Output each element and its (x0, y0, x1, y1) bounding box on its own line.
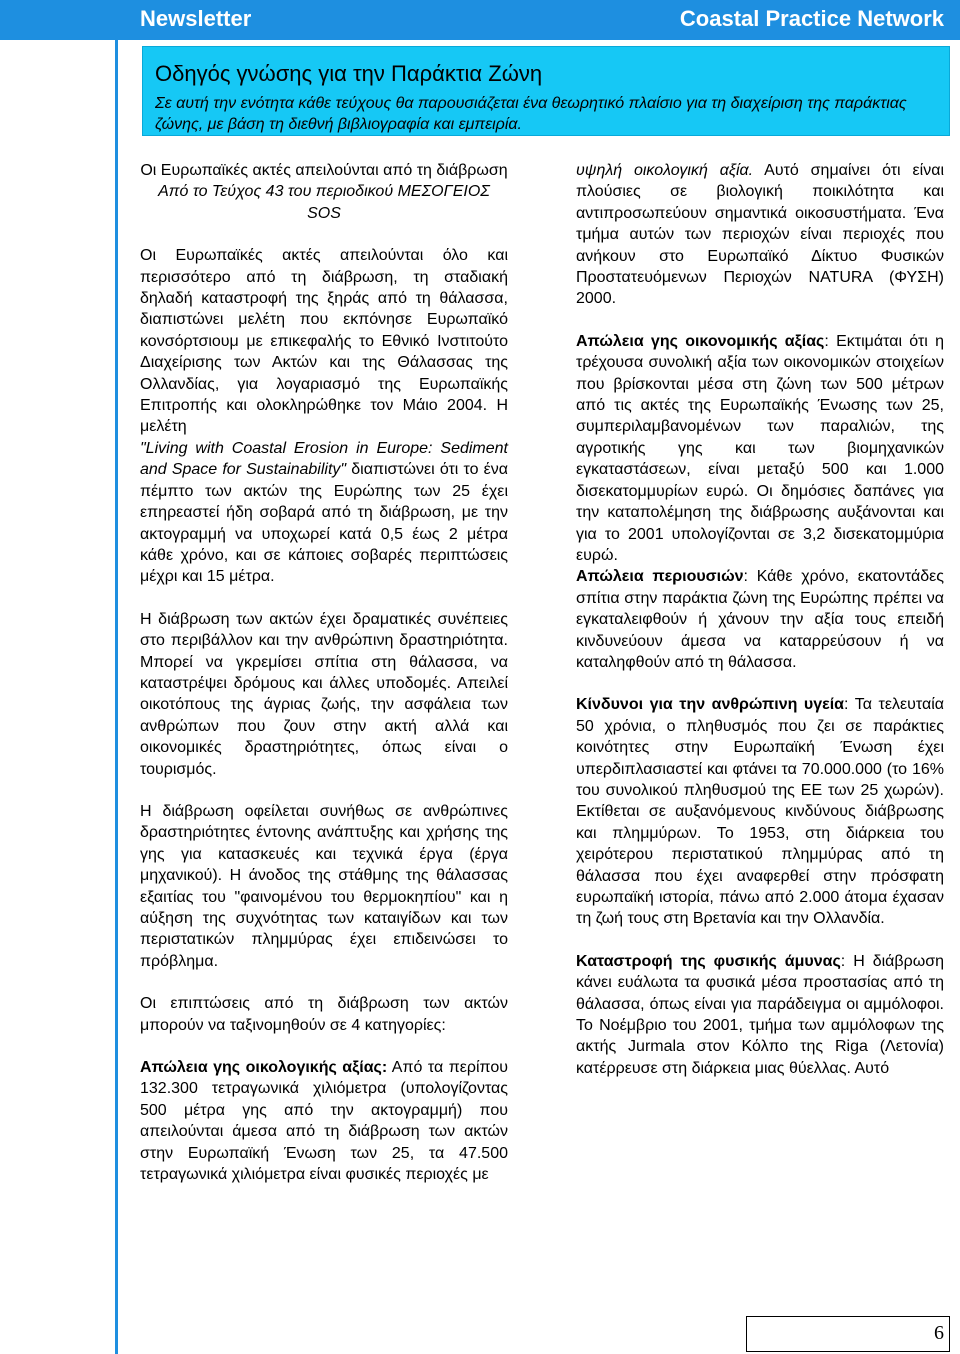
paragraph (140, 245, 508, 588)
network-label: Coastal Practice Network (679, 6, 944, 31)
category-text: : Τα τελευταία 50 χρόνια, ο πληθυσμός που ζει σε παράκτιες κοινότητες στην Ευρωπαϊκή Ένωση έχει υπερδιπλασιαστεί και φτάνει τα 70.000.000 (το 16% του συνολικού πληθυσμού της ΕΕ των 25 χωρών). Εκτίθεται σε αυξανόμενους κινδύνους διάβρωσης και πλημμύρων. Το 1953, στη διάρκεια του χειρότερου περιστατικού πλημμύρας από τη θάλασσα που έχει αναφερθεί στην πρόσφατη ευρωπαϊκή ιστορία, πάνω από 2.000 άτομα έχασαν τη ζωή τους στη Βρετανία και την Ολλανδία. (576, 696, 945, 928)
p1-text-b: διαπιστώνει ότι το ένα πέμπτο των ακτών της Ευρώπης των 25 έχει επηρεαστεί ήδη σοβαρά από τη διάβρωση, με την ακτογραμμή να υποχωρεί κατά 0,5 έως 2 μέτρα κάθε χρόνο, και σε κάποιες σοβαρές περιπτώσεις μέχρι και 15 μέτρα. (140, 461, 509, 586)
page-box (746, 1316, 950, 1352)
paragraph: Η διάβρωση των ακτών έχει δραματικές συνέπειες στο περιβάλλον και την ανθρώπινη δραστηριότητα. Μπορεί να γκρεμίσει σπίτια στη θάλασσα, να καταστρέψει δρόμους και άλλες υποδομές. Απειλεί οικοτόπους της άγριας ζωής, την ασφάλεια των ανθρώπων που ζουν στην ακτή αλλά και οικονομικές δραστηριότητες, όπως είναι ο τουρισμός. (140, 610, 508, 778)
paragraph (576, 331, 944, 566)
category-label: Κίνδυνοι για την ανθρώπινη υγεία (576, 696, 845, 714)
article-source: Από το Τεύχος 43 του περιοδικού ΜΕΣΟΓΕΙΟΣ SOS (158, 183, 490, 222)
paragraph: Η διάβρωση οφείλεται συνήθως σε ανθρώπινες δραστηριότητες έντονης ανάπτυξης και χρήσης της γης για κατασκευές και τεχνικά έργα (έργα μηχανικού). Η άνοδος της στάθμης της θάλασσας εξαιτίας του "φαινομένου του θερμοκηπίου" και η αύξηση της συχνότητας των καταιγίδων και των περιστατικών πλημμύρας έχει επιδεινώσει το πρόβλημα. (140, 802, 508, 970)
section-box (142, 46, 950, 136)
paragraph (576, 951, 944, 1079)
category-text: : Κάθε χρόνο, εκατοντάδες σπίτια στην παράκτια ζώνη της Ευρώπης πρέπει να εγκαταλειφθούν ή χάνουν την αξία τους επειδή κινδυνεύουν άμεσα να καταρρεύσουν ή να καταληφθούν από τη θάλασσα. (576, 568, 945, 671)
study-title: "Living with Coastal Erosion in Europe: Sediment and Space for Sustainability" (140, 439, 508, 479)
right-column (576, 160, 944, 1100)
header-bar (0, 0, 960, 40)
category-text: Από τα περίπου 132.300 τετραγωνικά χιλιόμετρα (υπολογίζοντας 500 μέτρα γης από την ακτογραμμή) που απειλούνται άμεσα από τη διάβρωση των ακτών στην Ευρωπαϊκή Ένωση των 25, τα 47.500 τετραγωνικά χιλιόμετρα είναι φυσικές περιοχές με (140, 1059, 508, 1184)
paragraph (576, 160, 944, 310)
section-intro: Σε αυτή την ενότητα κάθε τεύχους θα παρουσιάζεται ένα θεωρητικό πλαίσιο για τη διαχείριση της παράκτιας ζώνης, με βάση τη διεθνή βιβλιογραφία και εμπειρία. (155, 95, 907, 133)
paragraph: Οι επιπτώσεις από τη διάβρωση των ακτών μπορούν να ταξινομηθούν σε 4 κατηγορίες: (140, 995, 508, 1034)
paragraph (140, 1057, 508, 1185)
category-label: Καταστροφή της φυσικής άμυνας (576, 952, 841, 970)
category-text: : Η διάβρωση κάνει ευάλωτα τα φυσικά μέσα προστασίας από τη θάλασσα, όπως είναι για παράδειγμα οι αμμόλοφοι. Το Νοέμβριο του 2001, τμήμα των αμμόλοφων της ακτής Jurmala στον Κόλπο της Riga (Λετονία) κατέρρευσε στη διάρκεια μιας θύελλας. Αυτό (576, 952, 944, 1077)
section-title: Οδηγός γνώσης για την Παράκτια Ζώνη (155, 61, 543, 86)
newsletter-label: Newsletter (140, 6, 252, 31)
category-text: Αυτό σημαίνει ότι είναι πλούσιες σε βιολογική ποικιλότητα και αντιπροσωπεύουν σημαντικά οικοσυστήματα. Ένα τμήμα αυτών των περιοχών είναι περιοχές που ανήκουν στο Ευρωπαϊκό Δίκτυο Φυσικών Προστατευόμενων Περιοχών NATURA (ΦΥΣΗ) 2000. (576, 162, 944, 308)
category-emphasis: υψηλή οικολογική αξία. (576, 162, 754, 179)
paragraph (576, 566, 944, 673)
paragraph (576, 694, 944, 929)
article-title: Οι Ευρωπαϊκές ακτές απειλούνται από τη διάβρωση (140, 162, 508, 179)
page-number: 6 (934, 1322, 944, 1344)
p1-text: Οι Ευρωπαϊκές ακτές απειλούνται όλο και περισσότερο από τη διάβρωση, τη σταδιακή δηλαδή καταστροφή της ξηράς από τη θάλασσα, διαπιστώνει μελέτη που εκπόνησε Ευρωπαϊκό κονσόρτσιουμ με επικεφαλής το Εθνικό Ινστιτούτο Διαχείρισης των Ακτών και της Θάλασσας της Ολλανδίας, για λογαριασμό της Ευρωπαϊκής Επιτροπής και ολοκληρώθηκε τον Μάιο 2004. Η μελέτη (140, 247, 508, 436)
left-column (140, 160, 508, 1185)
category-label: Απώλεια γης οικονομικής αξίας (576, 332, 825, 350)
category-label: Απώλεια περιουσιών (576, 568, 744, 586)
category-text: : Εκτιμάται ότι η τρέχουσα συνολική αξία των οικονομικών στοιχείων που βρίσκονται μέσα στη ζώνη των 500 μέτρων από τις ακτές της Ευρωπαϊκής Ένωσης των 25, συμπεριλαμβανομένων των παραλιών, της αγροτικής γης και των βιομηχανικών εγκαταστάσεων, είναι μεταξύ 500 και 1.000 δισεκατομμυρίων ευρώ. Οι δημόσιες δαπάνες για την καταπολέμηση της διάβρωσης αυξάνονται και για το 2001 υπολογίζονται σε 3,2 δισεκατομμύρια ευρώ. (576, 332, 945, 564)
margin-rule (115, 0, 118, 1354)
category-label: Απώλεια γης οικολογικής αξίας: (140, 1059, 388, 1077)
article-heading (140, 160, 508, 224)
